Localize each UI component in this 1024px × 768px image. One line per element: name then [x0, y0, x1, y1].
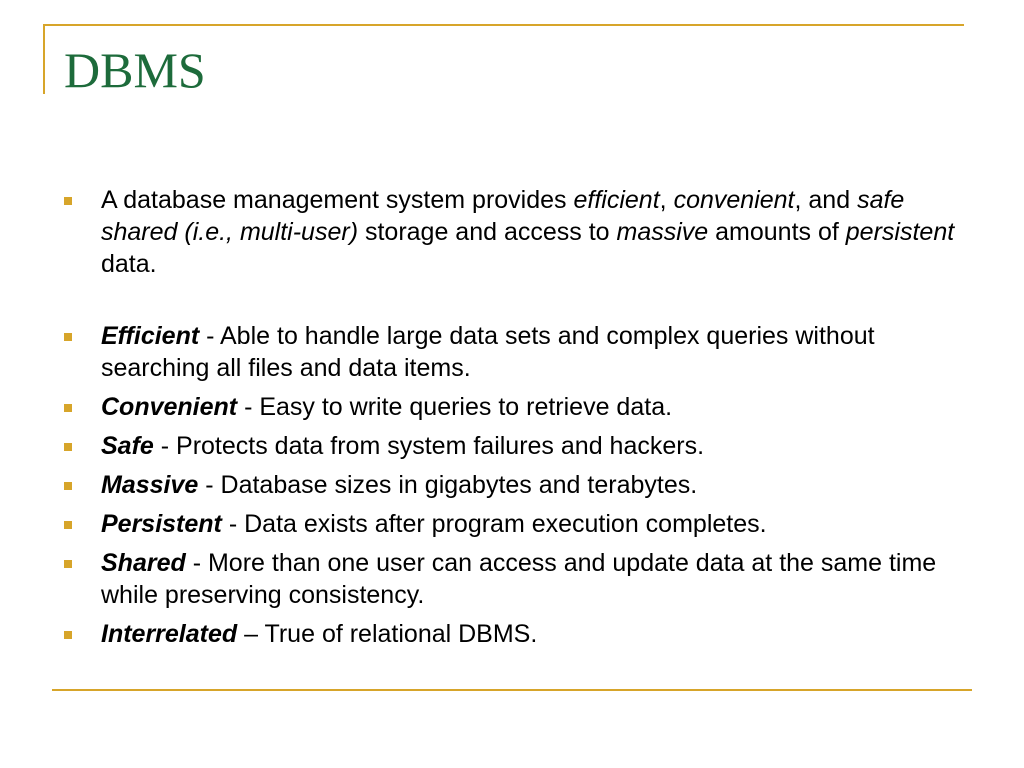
square-bullet-icon: [64, 482, 72, 490]
square-bullet-icon: [64, 443, 72, 451]
term-massive: Massive: [101, 471, 199, 499]
term-shared: Shared: [101, 549, 186, 577]
square-bullet-icon: [64, 197, 72, 205]
intro-convenient: convenient: [673, 186, 795, 214]
intro-massive: massive: [616, 218, 709, 246]
bullet-item-efficient: [60, 320, 960, 384]
square-bullet-icon: [64, 631, 72, 639]
bullet-item-persistent: [60, 508, 960, 540]
description-interrelated: – True of relational DBMS.: [237, 620, 538, 648]
description-efficient: - Able to handle large data sets and complex queries without searching all files and data items.: [101, 322, 875, 382]
bullet-item-massive: [60, 469, 960, 501]
description-shared: - More than one user can access and update data at the same time while preserving consistency.: [101, 549, 937, 609]
intro-efficient: efficient: [573, 186, 660, 214]
description-convenient: - Easy to write queries to retrieve data.: [237, 393, 673, 421]
term-interrelated: Interrelated: [101, 620, 238, 648]
left-border-line: [43, 24, 45, 94]
bullet-item-safe: [60, 430, 960, 462]
term-safe: Safe: [101, 432, 154, 460]
top-border-line: [43, 24, 964, 26]
intro-text: data.: [101, 250, 157, 278]
intro-text: , and: [794, 186, 858, 214]
description-safe: - Protects data from system failures and hackers.: [153, 432, 705, 460]
square-bullet-icon: [64, 560, 72, 568]
bullet-item-intro: [60, 184, 960, 280]
description-massive: - Database sizes in gigabytes and terabytes.: [198, 471, 698, 499]
bottom-border-line: [52, 689, 972, 691]
intro-text: amounts of: [708, 218, 846, 246]
square-bullet-icon: [64, 333, 72, 341]
bullet-item-convenient: [60, 391, 960, 423]
intro-safe-shared: safe shared (i.e., multi-user): [101, 186, 905, 246]
term-convenient: Convenient: [101, 393, 238, 421]
square-bullet-icon: [64, 521, 72, 529]
slide-title: DBMS: [64, 42, 206, 98]
intro-text: ,: [659, 186, 674, 214]
description-persistent: - Data exists after program execution completes.: [221, 510, 767, 538]
term-efficient: Efficient: [101, 322, 200, 350]
intro-persistent: persistent: [845, 218, 955, 246]
bullet-item-interrelated: [60, 618, 960, 650]
intro-text: A database management system provides: [101, 186, 574, 214]
term-persistent: Persistent: [101, 510, 222, 538]
square-bullet-icon: [64, 404, 72, 412]
intro-text: storage and access to: [358, 218, 617, 246]
bullet-list: [60, 184, 960, 657]
bullet-item-shared: [60, 547, 960, 611]
